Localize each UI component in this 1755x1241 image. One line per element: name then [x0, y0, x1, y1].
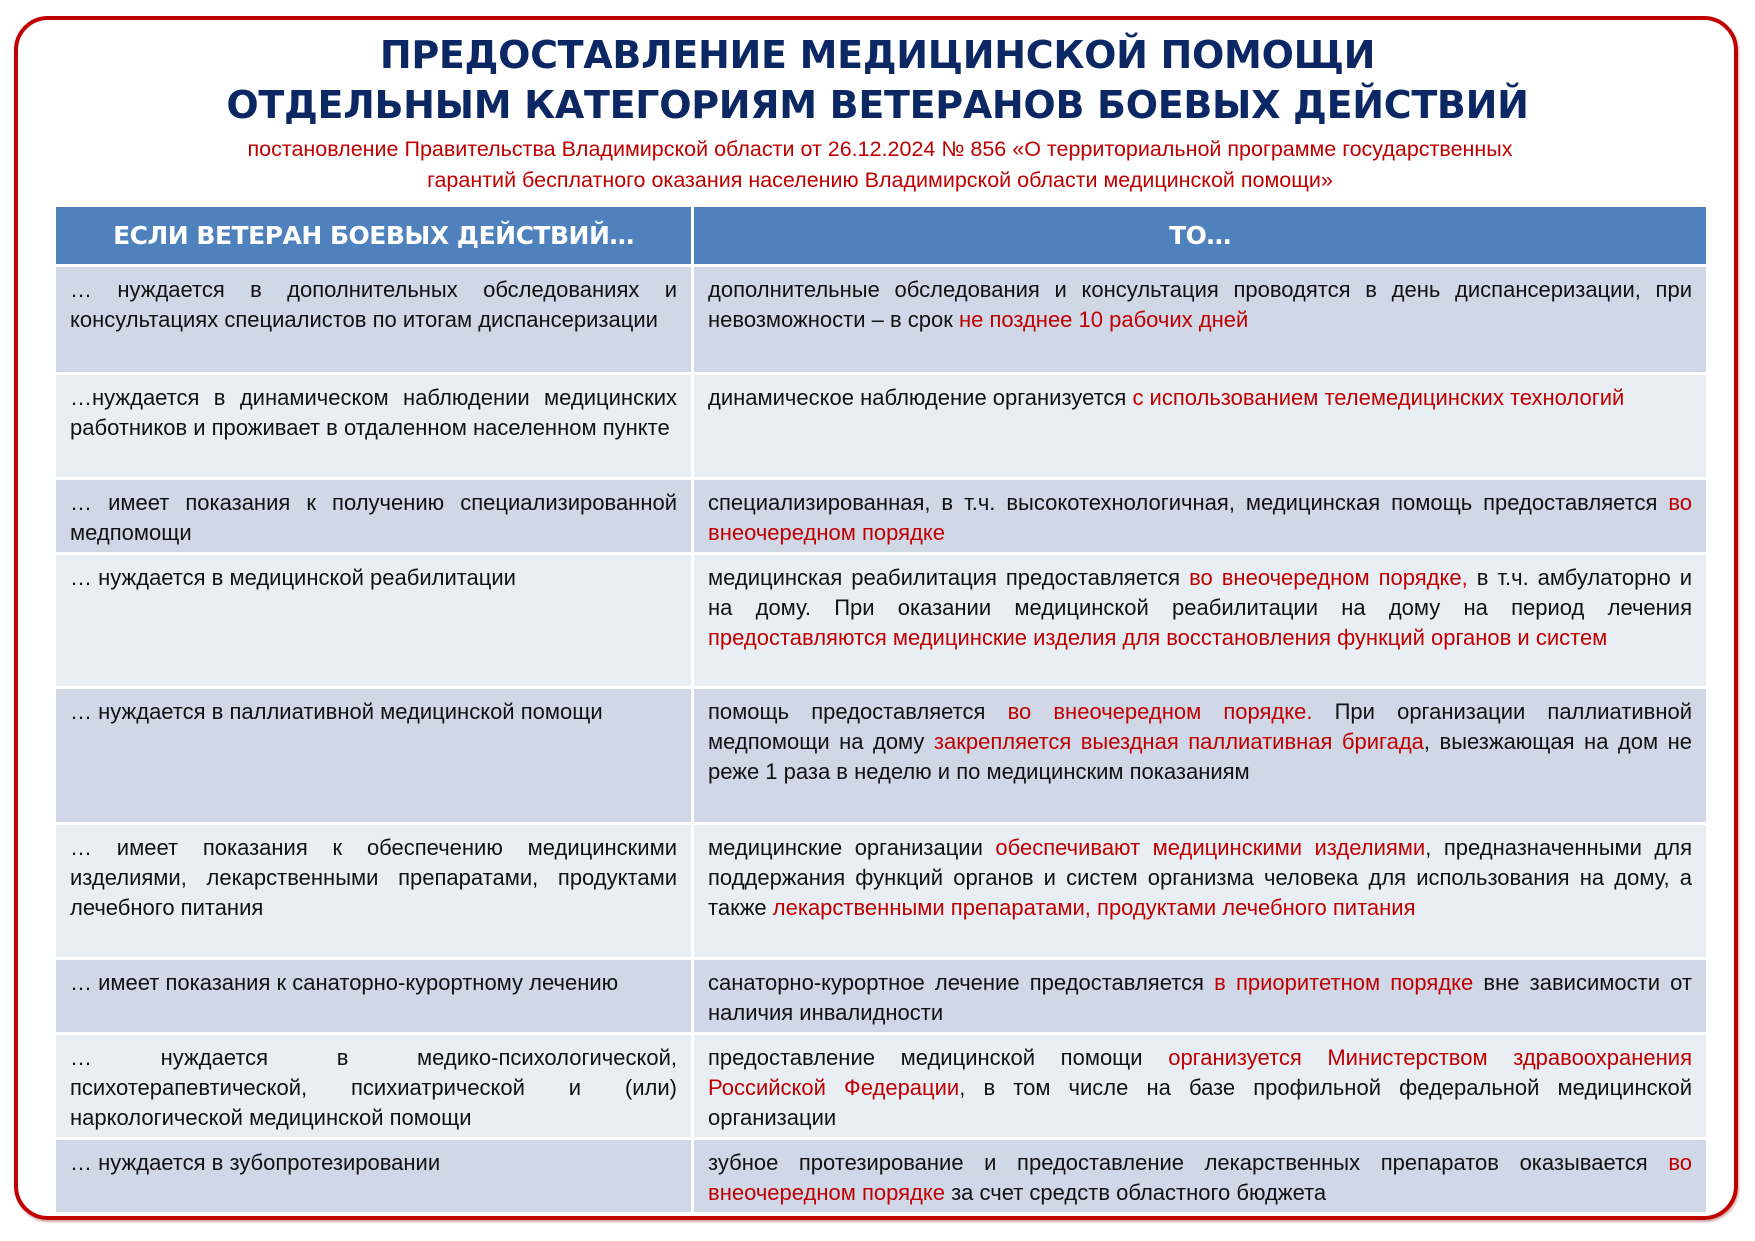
result-text: вне зависимости от наличия инвалидности [708, 970, 1692, 1025]
result-cell [693, 824, 1708, 959]
result-text: медицинские организации [708, 835, 996, 860]
table-header-row [55, 207, 1708, 266]
result-cell [693, 688, 1708, 824]
highlighted-text: обеспечивают медицинскими изделиями [995, 835, 1426, 860]
table-row [55, 824, 1708, 959]
result-cell [693, 374, 1708, 479]
result-cell [693, 1034, 1708, 1139]
condition-cell: … имеет показания к обеспечению медицинскими изделиями, лекарственными препаратами, продуктами лечебного питания [55, 824, 693, 959]
result-cell [693, 1139, 1708, 1214]
highlighted-text: закрепляется выездная паллиативная бригада [933, 729, 1424, 754]
table-row [55, 266, 1708, 374]
condition-cell: … имеет показания к получению специализированной медпомощи [55, 479, 693, 554]
legal-reference-line-1: постановление Правительства Владимирской области от 26.12.2024 № 856 «О территориальной программе государственных [247, 137, 1513, 161]
highlighted-text: в приоритетном порядке [1214, 970, 1474, 995]
result-text: помощь предоставляется [708, 699, 1008, 724]
result-text: дополнительные обследования и консультация проводятся в день диспансеризации, при невозможности – в срок [708, 277, 1692, 332]
highlighted-text: предоставляются медицинские изделия для восстановления функций органов и систем [708, 625, 1608, 650]
highlighted-text: во внеочередном порядке. [1007, 699, 1313, 724]
condition-cell: … нуждается в медико-психологической, психотерапевтической, психиатрической и (или) наркологической медицинской помощи [55, 1034, 693, 1139]
header-condition: ЕСЛИ ВЕТЕРАН БОЕВЫХ ДЕЙСТВИЙ… [55, 207, 693, 266]
result-text: в т.ч. амбулаторно и на дому. При оказании медицинской реабилитации на дому на период лечения [708, 565, 1692, 620]
table-row [55, 554, 1708, 688]
result-text: зубное протезирование и предоставление лекарственных препаратов оказывается [708, 1150, 1669, 1175]
table-row [55, 1139, 1708, 1214]
table-row [55, 374, 1708, 479]
result-cell [693, 479, 1708, 554]
table-body [55, 266, 1708, 1214]
header-result: ТО… [693, 207, 1708, 266]
legal-reference [60, 134, 1700, 196]
result-text: динамическое наблюдение организуется [708, 385, 1133, 410]
table-row [55, 959, 1708, 1034]
highlighted-text: с использованием телемедицинских технологий [1132, 385, 1625, 410]
highlighted-text: организуется Министерством здравоохранения Российской Федерации [708, 1045, 1693, 1100]
highlighted-text: лекарственными препаратами, продуктами лечебного питания [772, 895, 1416, 920]
veteran-care-table [53, 207, 1709, 1215]
condition-cell: … нуждается в медицинской реабилитации [55, 554, 693, 688]
condition-cell: … имеет показания к санаторно-курортному лечению [55, 959, 693, 1034]
result-text: При организации паллиативной медпомощи на дому [708, 699, 1693, 754]
result-text: санаторно-курортное лечение предоставляется [708, 970, 1215, 995]
highlighted-text: не позднее 10 рабочих дней [958, 307, 1249, 332]
condition-cell: …нуждается в динамическом наблюдении медицинских работников и проживает в отдаленном населенном пункте [55, 374, 693, 479]
condition-cell: … нуждается в дополнительных обследованиях и консультациях специалистов по итогам диспансеризации [55, 266, 693, 374]
result-text: , выезжающая на дом не реже 1 раза в неделю и по медицинским показаниям [708, 729, 1692, 784]
result-cell [693, 959, 1708, 1034]
result-text: медицинская реабилитация предоставляется [708, 565, 1190, 590]
table-row [55, 688, 1708, 824]
result-text: предоставление медицинской помощи [708, 1045, 1169, 1070]
result-cell [693, 554, 1708, 688]
title-line-1: ПРЕДОСТАВЛЕНИЕ МЕДИЦИНСКОЙ ПОМОЩИ [379, 33, 1376, 77]
highlighted-text: во внеочередном порядке [708, 490, 1692, 545]
condition-cell: … нуждается в зубопротезировании [55, 1139, 693, 1214]
highlighted-text: во внеочередном порядке [708, 1150, 1692, 1205]
table-row [55, 479, 1708, 554]
result-text: специализированная, в т.ч. высокотехнологичная, медицинская помощь предоставляется [708, 490, 1669, 515]
result-text: , предназначенными для поддержания функций органов и систем организма человека для использования на дому, а также [708, 835, 1693, 920]
title-line-2: ОТДЕЛЬНЫМ КАТЕГОРИЯМ ВЕТЕРАНОВ БОЕВЫХ ДЕЙСТВИЙ [226, 83, 1529, 127]
legal-reference-line-2: гарантий бесплатного оказания населению Владимирской области медицинской помощи» [427, 168, 1333, 192]
result-text: за счет средств областного бюджета [944, 1180, 1327, 1205]
result-cell [693, 266, 1708, 374]
table-row [55, 1034, 1708, 1139]
page-title [0, 30, 1755, 130]
condition-cell: … нуждается в паллиативной медицинской помощи [55, 688, 693, 824]
result-text: , в том числе на базе профильной федеральной медицинской организации [708, 1075, 1693, 1130]
highlighted-text: во внеочередном порядке, [1189, 565, 1468, 590]
